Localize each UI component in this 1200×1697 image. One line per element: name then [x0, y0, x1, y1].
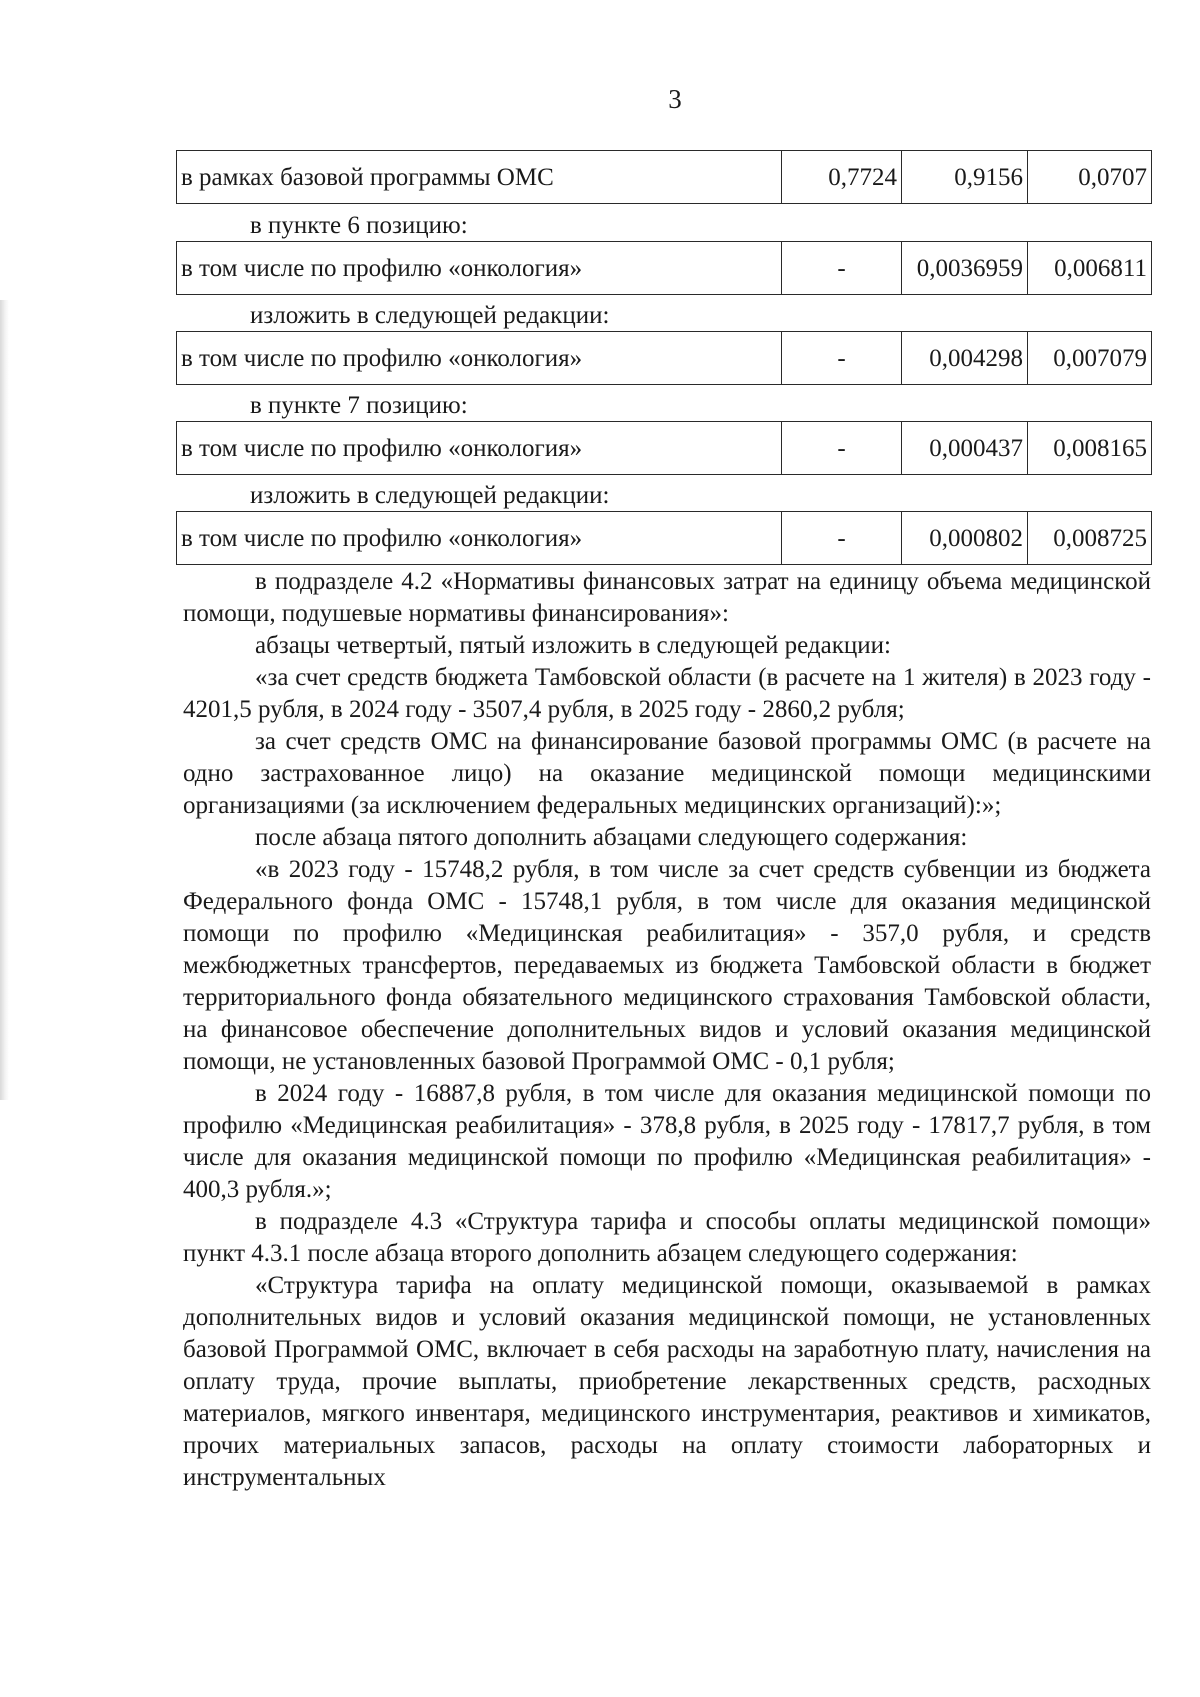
page-number: 3: [668, 84, 682, 114]
value-cell-1: -: [782, 512, 902, 565]
paragraph: абзацы четвертый, пятый изложить в следующей редакции:: [255, 632, 891, 659]
table-row: [177, 151, 1152, 204]
amendment-intro-4: изложить в следующей редакции:: [250, 482, 610, 509]
scan-edge-shadow: [0, 300, 9, 1100]
amendment-table-row-1: [176, 241, 1152, 295]
value-cell-3: 0,006811: [1028, 242, 1152, 295]
amendment-table-row-4: [176, 511, 1152, 565]
value-cell-1: -: [782, 332, 902, 385]
value-cell-2: 0,000437: [902, 422, 1028, 475]
row-label: в том числе по профилю «онкология»: [177, 242, 782, 295]
row-label: в том числе по профилю «онкология»: [177, 422, 782, 475]
value-cell-2: 0,9156: [902, 151, 1028, 204]
value-cell-3: 0,007079: [1028, 332, 1152, 385]
paragraph: «Структура тарифа на оплату медицинской помощи, оказываемой в рамках дополнительных видов и условий оказания медицинской помощи, не установленных базовой Программой ОМС, включает в себя расходы на заработную плату, начисления на оплату труда, прочие выплаты, приобретение лекарственных средств, расходных материалов, мягкого инвентаря, медицинского инструментария, реактивов и химикатов, прочих материальных запасов, расходы на оплату стоимости лабораторных и инструментальных: [183, 1272, 1151, 1491]
value-cell-2: 0,000802: [902, 512, 1028, 565]
value-cell-1: 0,7724: [782, 151, 902, 204]
amendment-intro-2: изложить в следующей редакции:: [250, 302, 610, 329]
value-cell-2: 0,004298: [902, 332, 1028, 385]
value-cell-3: 0,0707: [1028, 151, 1152, 204]
table-row: [177, 242, 1152, 295]
paragraph: в 2024 году - 16887,8 рубля, в том числе для оказания медицинской помощи по профилю «Медицинская реабилитация» - 378,8 рубля, в 2025 году - 17817,7 рубля, в том числе для оказания медицинской помощи по профилю «Медицинская реабилитация» - 400,3 рубля.»;: [183, 1080, 1151, 1203]
value-cell-2: 0,0036959: [902, 242, 1028, 295]
document-body: [183, 566, 1151, 1494]
paragraph: в подразделе 4.3 «Структура тарифа и способы оплаты медицинской помощи» пункт 4.3.1 после абзаца второго дополнить абзацем следующего содержания:: [183, 1208, 1151, 1267]
paragraph: «за счет средств бюджета Тамбовской области (в расчете на 1 жителя) в 2023 году - 4201,5 рубля, в 2024 году - 3507,4 рубля, в 2025 году - 2860,2 рубля;: [183, 664, 1151, 723]
table-row: [177, 512, 1152, 565]
value-cell-3: 0,008165: [1028, 422, 1152, 475]
row-label: в том числе по профилю «онкология»: [177, 512, 782, 565]
value-cell-1: -: [782, 422, 902, 475]
value-cell-3: 0,008725: [1028, 512, 1152, 565]
paragraph: после абзаца пятого дополнить абзацами следующего содержания:: [255, 824, 968, 851]
amendment-table-row-2: [176, 331, 1152, 385]
row-label: в том числе по профилю «онкология»: [177, 332, 782, 385]
amendment-intro-3: в пункте 7 позицию:: [250, 392, 468, 419]
amendment-table-row-0: [176, 150, 1152, 204]
paragraph: в подразделе 4.2 «Нормативы финансовых затрат на единицу объема медицинской помощи, подушевые нормативы финансирования»:: [183, 568, 1151, 627]
table-row: [177, 332, 1152, 385]
value-cell-1: -: [782, 242, 902, 295]
table-row: [177, 422, 1152, 475]
amendment-intro-1: в пункте 6 позицию:: [250, 212, 468, 239]
row-label: в рамках базовой программы ОМС: [177, 151, 782, 204]
paragraph: за счет средств ОМС на финансирование базовой программы ОМС (в расчете на одно застрахованное лицо) на оказание медицинской помощи медицинскими организациями (за исключением федеральных медицинских организаций):»;: [183, 728, 1151, 819]
amendment-table-row-3: [176, 421, 1152, 475]
paragraph: «в 2023 году - 15748,2 рубля, в том числе за счет средств субвенции из бюджета Федерального фонда ОМС - 15748,1 рубля, в том числе для оказания медицинской помощи по профилю «Медицинская реабилитация» - 357,0 рубля, и средств межбюджетных трансфертов, передаваемых из бюджета Тамбовской области в бюджет территориального фонда обязательного медицинского страхования Тамбовской области, на финансовое обеспечение дополнительных видов и условий оказания медицинской помощи, не установленных базовой Программой ОМС - 0,1 рубля;: [183, 856, 1151, 1075]
